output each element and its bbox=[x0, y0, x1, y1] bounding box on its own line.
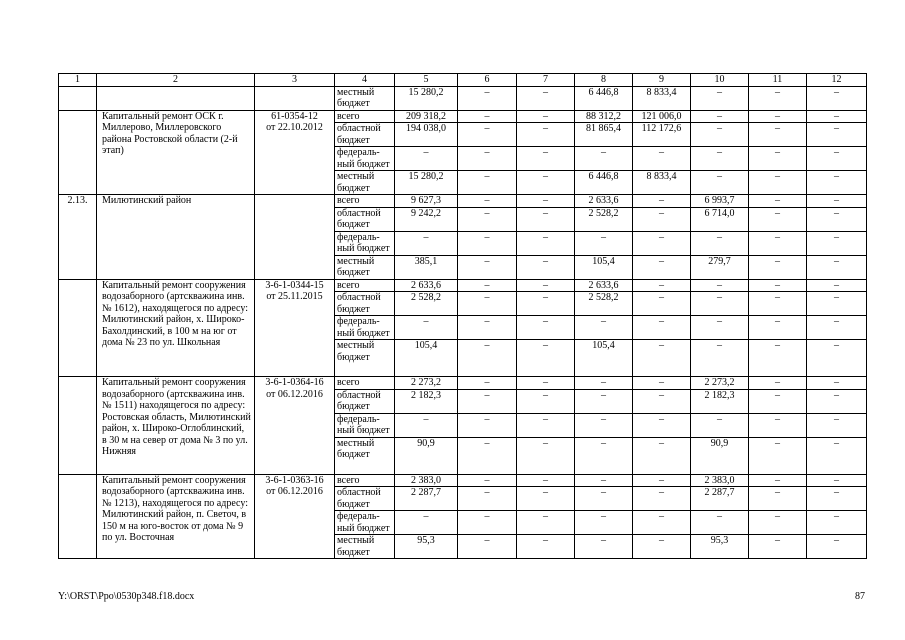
value-cell: – bbox=[633, 292, 691, 316]
fund-type-cell: всего bbox=[335, 195, 395, 208]
value-cell: – bbox=[633, 231, 691, 255]
object-description-cell: Капитальный ремонт ОСК г. Миллерово, Миллеровского района Ростовской области (2-й этап) bbox=[97, 110, 255, 195]
value-cell: 88 312,2 bbox=[575, 110, 633, 123]
value-cell: – bbox=[749, 255, 807, 279]
value-cell: – bbox=[517, 292, 575, 316]
value-cell: – bbox=[517, 279, 575, 292]
object-description-cell bbox=[97, 86, 255, 110]
budget-table bbox=[58, 73, 867, 559]
value-cell: – bbox=[575, 377, 633, 390]
value-cell: – bbox=[458, 340, 517, 377]
value-cell: – bbox=[807, 123, 867, 147]
value-cell: – bbox=[807, 292, 867, 316]
fund-type-cell: областной бюджет bbox=[335, 292, 395, 316]
value-cell: – bbox=[691, 511, 749, 535]
value-cell: – bbox=[395, 511, 458, 535]
value-cell: 105,4 bbox=[575, 340, 633, 377]
value-cell: – bbox=[691, 86, 749, 110]
value-cell: 90,9 bbox=[395, 437, 458, 474]
value-cell: – bbox=[517, 255, 575, 279]
value-cell: – bbox=[633, 377, 691, 390]
value-cell: – bbox=[458, 195, 517, 208]
value-cell: 6 446,8 bbox=[575, 171, 633, 195]
table-row bbox=[59, 279, 867, 292]
value-cell: 95,3 bbox=[395, 535, 458, 559]
value-cell: 112 172,6 bbox=[633, 123, 691, 147]
column-number-cell: 10 bbox=[691, 74, 749, 87]
document-ref-cell bbox=[255, 195, 335, 280]
value-cell: 385,1 bbox=[395, 255, 458, 279]
document-ref-cell: 3-6-1-0363-16 от 06.12.2016 bbox=[255, 474, 335, 559]
value-cell: 279,7 bbox=[691, 255, 749, 279]
value-cell: – bbox=[807, 413, 867, 437]
value-cell: – bbox=[749, 279, 807, 292]
item-number-cell bbox=[59, 86, 97, 110]
value-cell: – bbox=[575, 535, 633, 559]
document-ref-cell: 3-6-1-0364-16 от 06.12.2016 bbox=[255, 377, 335, 475]
column-number-cell: 2 bbox=[97, 74, 255, 87]
fund-type-cell: федераль-ный бюджет bbox=[335, 413, 395, 437]
value-cell: – bbox=[633, 340, 691, 377]
item-number-cell: 2.13. bbox=[59, 195, 97, 280]
fund-type-cell: областной бюджет bbox=[335, 123, 395, 147]
value-cell: 2 633,6 bbox=[575, 195, 633, 208]
value-cell: – bbox=[458, 123, 517, 147]
value-cell: – bbox=[575, 437, 633, 474]
value-cell: – bbox=[458, 279, 517, 292]
value-cell: 6 714,0 bbox=[691, 207, 749, 231]
value-cell: – bbox=[749, 171, 807, 195]
fund-type-cell: областной бюджет bbox=[335, 487, 395, 511]
value-cell: 9 242,2 bbox=[395, 207, 458, 231]
value-cell: – bbox=[749, 389, 807, 413]
value-cell: 2 383,0 bbox=[691, 474, 749, 487]
value-cell: – bbox=[517, 377, 575, 390]
document-ref-cell: 61-0354-12 от 22.10.2012 bbox=[255, 110, 335, 195]
item-number-cell bbox=[59, 110, 97, 195]
value-cell: – bbox=[517, 389, 575, 413]
value-cell: – bbox=[458, 474, 517, 487]
fund-type-cell: федераль-ный бюджет bbox=[335, 231, 395, 255]
value-cell: – bbox=[633, 195, 691, 208]
value-cell: – bbox=[458, 377, 517, 390]
value-cell: – bbox=[807, 437, 867, 474]
value-cell: – bbox=[749, 474, 807, 487]
value-cell: – bbox=[517, 340, 575, 377]
value-cell: – bbox=[633, 207, 691, 231]
value-cell: – bbox=[691, 171, 749, 195]
value-cell: 6 993,7 bbox=[691, 195, 749, 208]
value-cell: 2 287,7 bbox=[395, 487, 458, 511]
value-cell: 2 528,2 bbox=[575, 292, 633, 316]
value-cell: – bbox=[691, 413, 749, 437]
value-cell: – bbox=[517, 474, 575, 487]
value-cell: – bbox=[517, 231, 575, 255]
value-cell: – bbox=[807, 340, 867, 377]
value-cell: – bbox=[807, 110, 867, 123]
value-cell: – bbox=[749, 377, 807, 390]
value-cell: 2 273,2 bbox=[395, 377, 458, 390]
value-cell: – bbox=[807, 487, 867, 511]
value-cell: – bbox=[633, 535, 691, 559]
fund-type-cell: местный бюджет bbox=[335, 255, 395, 279]
value-cell: – bbox=[691, 123, 749, 147]
fund-type-cell: местный бюджет bbox=[335, 535, 395, 559]
value-cell: – bbox=[807, 231, 867, 255]
value-cell: – bbox=[575, 389, 633, 413]
value-cell: – bbox=[749, 340, 807, 377]
value-cell: – bbox=[691, 316, 749, 340]
value-cell: – bbox=[691, 279, 749, 292]
value-cell: – bbox=[517, 123, 575, 147]
value-cell: – bbox=[807, 171, 867, 195]
value-cell: – bbox=[749, 110, 807, 123]
value-cell: 2 287,7 bbox=[691, 487, 749, 511]
value-cell: – bbox=[807, 535, 867, 559]
value-cell: – bbox=[691, 292, 749, 316]
value-cell: – bbox=[458, 255, 517, 279]
value-cell: 121 006,0 bbox=[633, 110, 691, 123]
value-cell: – bbox=[749, 413, 807, 437]
value-cell: 194 038,0 bbox=[395, 123, 458, 147]
value-cell: – bbox=[691, 110, 749, 123]
value-cell: – bbox=[575, 413, 633, 437]
value-cell: 8 833,4 bbox=[633, 171, 691, 195]
value-cell: – bbox=[575, 474, 633, 487]
value-cell: – bbox=[458, 86, 517, 110]
document-ref-cell: 3-6-1-0344-15 от 25.11.2015 bbox=[255, 279, 335, 377]
value-cell: – bbox=[749, 147, 807, 171]
object-description-cell: Капитальный ремонт сооружения водозаборного (артскважина инв. № 1612), находящегося по адресу: Милютинский район, х. Широко-Бахолдинский, в 100 м на юг от дома № 23 по ул. Школьная bbox=[97, 279, 255, 377]
value-cell: – bbox=[458, 207, 517, 231]
value-cell: – bbox=[458, 110, 517, 123]
value-cell: – bbox=[575, 147, 633, 171]
value-cell: – bbox=[633, 437, 691, 474]
value-cell: – bbox=[458, 487, 517, 511]
document-ref-cell bbox=[255, 86, 335, 110]
table-row bbox=[59, 195, 867, 208]
value-cell: – bbox=[458, 413, 517, 437]
value-cell: – bbox=[575, 316, 633, 340]
value-cell: – bbox=[458, 231, 517, 255]
value-cell: – bbox=[517, 535, 575, 559]
value-cell: 2 182,3 bbox=[691, 389, 749, 413]
value-cell: – bbox=[749, 437, 807, 474]
value-cell: – bbox=[633, 474, 691, 487]
value-cell: – bbox=[749, 511, 807, 535]
value-cell: – bbox=[749, 123, 807, 147]
column-number-cell: 5 bbox=[395, 74, 458, 87]
value-cell: – bbox=[575, 487, 633, 511]
value-cell: – bbox=[395, 231, 458, 255]
value-cell: 2 383,0 bbox=[395, 474, 458, 487]
column-number-cell: 7 bbox=[517, 74, 575, 87]
value-cell: – bbox=[517, 413, 575, 437]
value-cell: – bbox=[749, 231, 807, 255]
footer-file-path: Y:\ORST\Ppo\0530p348.f18.docx bbox=[58, 591, 195, 602]
value-cell: 105,4 bbox=[395, 340, 458, 377]
column-number-cell: 9 bbox=[633, 74, 691, 87]
value-cell: 95,3 bbox=[691, 535, 749, 559]
value-cell: – bbox=[807, 86, 867, 110]
value-cell: 9 627,3 bbox=[395, 195, 458, 208]
table-row bbox=[59, 110, 867, 123]
object-description-cell: Капитальный ремонт сооружения водозаборного (артскважина инв. № 1511) находящегося по адресу: Ростовская область, Милютинский район, х. Широко-Оглоблинский, в 30 м на север от дома № 3 по ул. Нижняя bbox=[97, 377, 255, 475]
value-cell: 2 273,2 bbox=[691, 377, 749, 390]
value-cell: – bbox=[633, 255, 691, 279]
fund-type-cell: федераль-ный бюджет bbox=[335, 316, 395, 340]
value-cell: – bbox=[458, 147, 517, 171]
value-cell: 15 280,2 bbox=[395, 86, 458, 110]
value-cell: – bbox=[517, 511, 575, 535]
column-number-cell: 8 bbox=[575, 74, 633, 87]
value-cell: 2 182,3 bbox=[395, 389, 458, 413]
value-cell: – bbox=[807, 511, 867, 535]
value-cell: – bbox=[458, 389, 517, 413]
fund-type-cell: всего bbox=[335, 377, 395, 390]
value-cell: – bbox=[575, 511, 633, 535]
fund-type-cell: федераль-ный бюджет bbox=[335, 511, 395, 535]
value-cell: 2 633,6 bbox=[395, 279, 458, 292]
fund-type-cell: всего bbox=[335, 110, 395, 123]
value-cell: – bbox=[517, 437, 575, 474]
item-number-cell bbox=[59, 474, 97, 559]
value-cell: – bbox=[458, 511, 517, 535]
value-cell: 2 528,2 bbox=[395, 292, 458, 316]
value-cell: 209 318,2 bbox=[395, 110, 458, 123]
value-cell: – bbox=[575, 231, 633, 255]
column-number-cell: 3 bbox=[255, 74, 335, 87]
value-cell: – bbox=[807, 377, 867, 390]
fund-type-cell: областной бюджет bbox=[335, 389, 395, 413]
fund-type-cell: местный бюджет bbox=[335, 437, 395, 474]
table-row bbox=[59, 86, 867, 110]
value-cell: 8 833,4 bbox=[633, 86, 691, 110]
item-number-cell bbox=[59, 279, 97, 377]
value-cell: 6 446,8 bbox=[575, 86, 633, 110]
value-cell: – bbox=[395, 147, 458, 171]
value-cell: – bbox=[749, 487, 807, 511]
value-cell: – bbox=[633, 413, 691, 437]
value-cell: – bbox=[633, 511, 691, 535]
value-cell: 2 528,2 bbox=[575, 207, 633, 231]
object-description-cell: Капитальный ремонт сооружения водозаборного (артскважина инв. № 1213), находящегося по адресу: Милютинский район, п. Светоч, в 150 м на юго-восток от дома № 9 по ул. Восточная bbox=[97, 474, 255, 559]
value-cell: – bbox=[749, 195, 807, 208]
value-cell: – bbox=[807, 147, 867, 171]
fund-type-cell: всего bbox=[335, 279, 395, 292]
value-cell: – bbox=[395, 413, 458, 437]
value-cell: – bbox=[458, 437, 517, 474]
value-cell: – bbox=[691, 340, 749, 377]
value-cell: – bbox=[458, 292, 517, 316]
value-cell: – bbox=[458, 316, 517, 340]
value-cell: – bbox=[517, 147, 575, 171]
value-cell: – bbox=[395, 316, 458, 340]
fund-type-cell: всего bbox=[335, 474, 395, 487]
table-body bbox=[59, 74, 867, 559]
value-cell: – bbox=[807, 279, 867, 292]
table-row bbox=[59, 377, 867, 390]
value-cell: 2 633,6 bbox=[575, 279, 633, 292]
fund-type-cell: местный бюджет bbox=[335, 340, 395, 377]
value-cell: – bbox=[517, 86, 575, 110]
value-cell: – bbox=[633, 487, 691, 511]
value-cell: – bbox=[749, 316, 807, 340]
item-number-cell bbox=[59, 377, 97, 475]
value-cell: 105,4 bbox=[575, 255, 633, 279]
value-cell: – bbox=[633, 389, 691, 413]
footer-page-number: 87 bbox=[855, 591, 865, 602]
value-cell: – bbox=[458, 535, 517, 559]
value-cell: – bbox=[691, 147, 749, 171]
value-cell: – bbox=[749, 535, 807, 559]
value-cell: – bbox=[807, 316, 867, 340]
column-number-cell: 12 bbox=[807, 74, 867, 87]
column-number-cell: 11 bbox=[749, 74, 807, 87]
object-description-cell: Милютинский район bbox=[97, 195, 255, 280]
fund-type-cell: федераль-ный бюджет bbox=[335, 147, 395, 171]
value-cell: – bbox=[517, 110, 575, 123]
fund-type-cell: местный бюджет bbox=[335, 171, 395, 195]
fund-type-cell: местный бюджет bbox=[335, 86, 395, 110]
value-cell: – bbox=[807, 195, 867, 208]
value-cell: – bbox=[517, 207, 575, 231]
value-cell: – bbox=[807, 389, 867, 413]
value-cell: – bbox=[633, 316, 691, 340]
value-cell: – bbox=[633, 147, 691, 171]
value-cell: – bbox=[517, 316, 575, 340]
value-cell: – bbox=[749, 292, 807, 316]
table-row bbox=[59, 474, 867, 487]
value-cell: – bbox=[691, 231, 749, 255]
value-cell: – bbox=[807, 207, 867, 231]
value-cell: 15 280,2 bbox=[395, 171, 458, 195]
value-cell: – bbox=[749, 207, 807, 231]
value-cell: – bbox=[807, 255, 867, 279]
value-cell: – bbox=[517, 171, 575, 195]
value-cell: – bbox=[633, 279, 691, 292]
value-cell: – bbox=[749, 86, 807, 110]
fund-type-cell: областной бюджет bbox=[335, 207, 395, 231]
value-cell: – bbox=[517, 487, 575, 511]
column-number-cell: 1 bbox=[59, 74, 97, 87]
value-cell: 81 865,4 bbox=[575, 123, 633, 147]
column-number-row bbox=[59, 74, 867, 87]
value-cell: 90,9 bbox=[691, 437, 749, 474]
column-number-cell: 6 bbox=[458, 74, 517, 87]
value-cell: – bbox=[807, 474, 867, 487]
column-number-cell: 4 bbox=[335, 74, 395, 87]
value-cell: – bbox=[458, 171, 517, 195]
value-cell: – bbox=[517, 195, 575, 208]
